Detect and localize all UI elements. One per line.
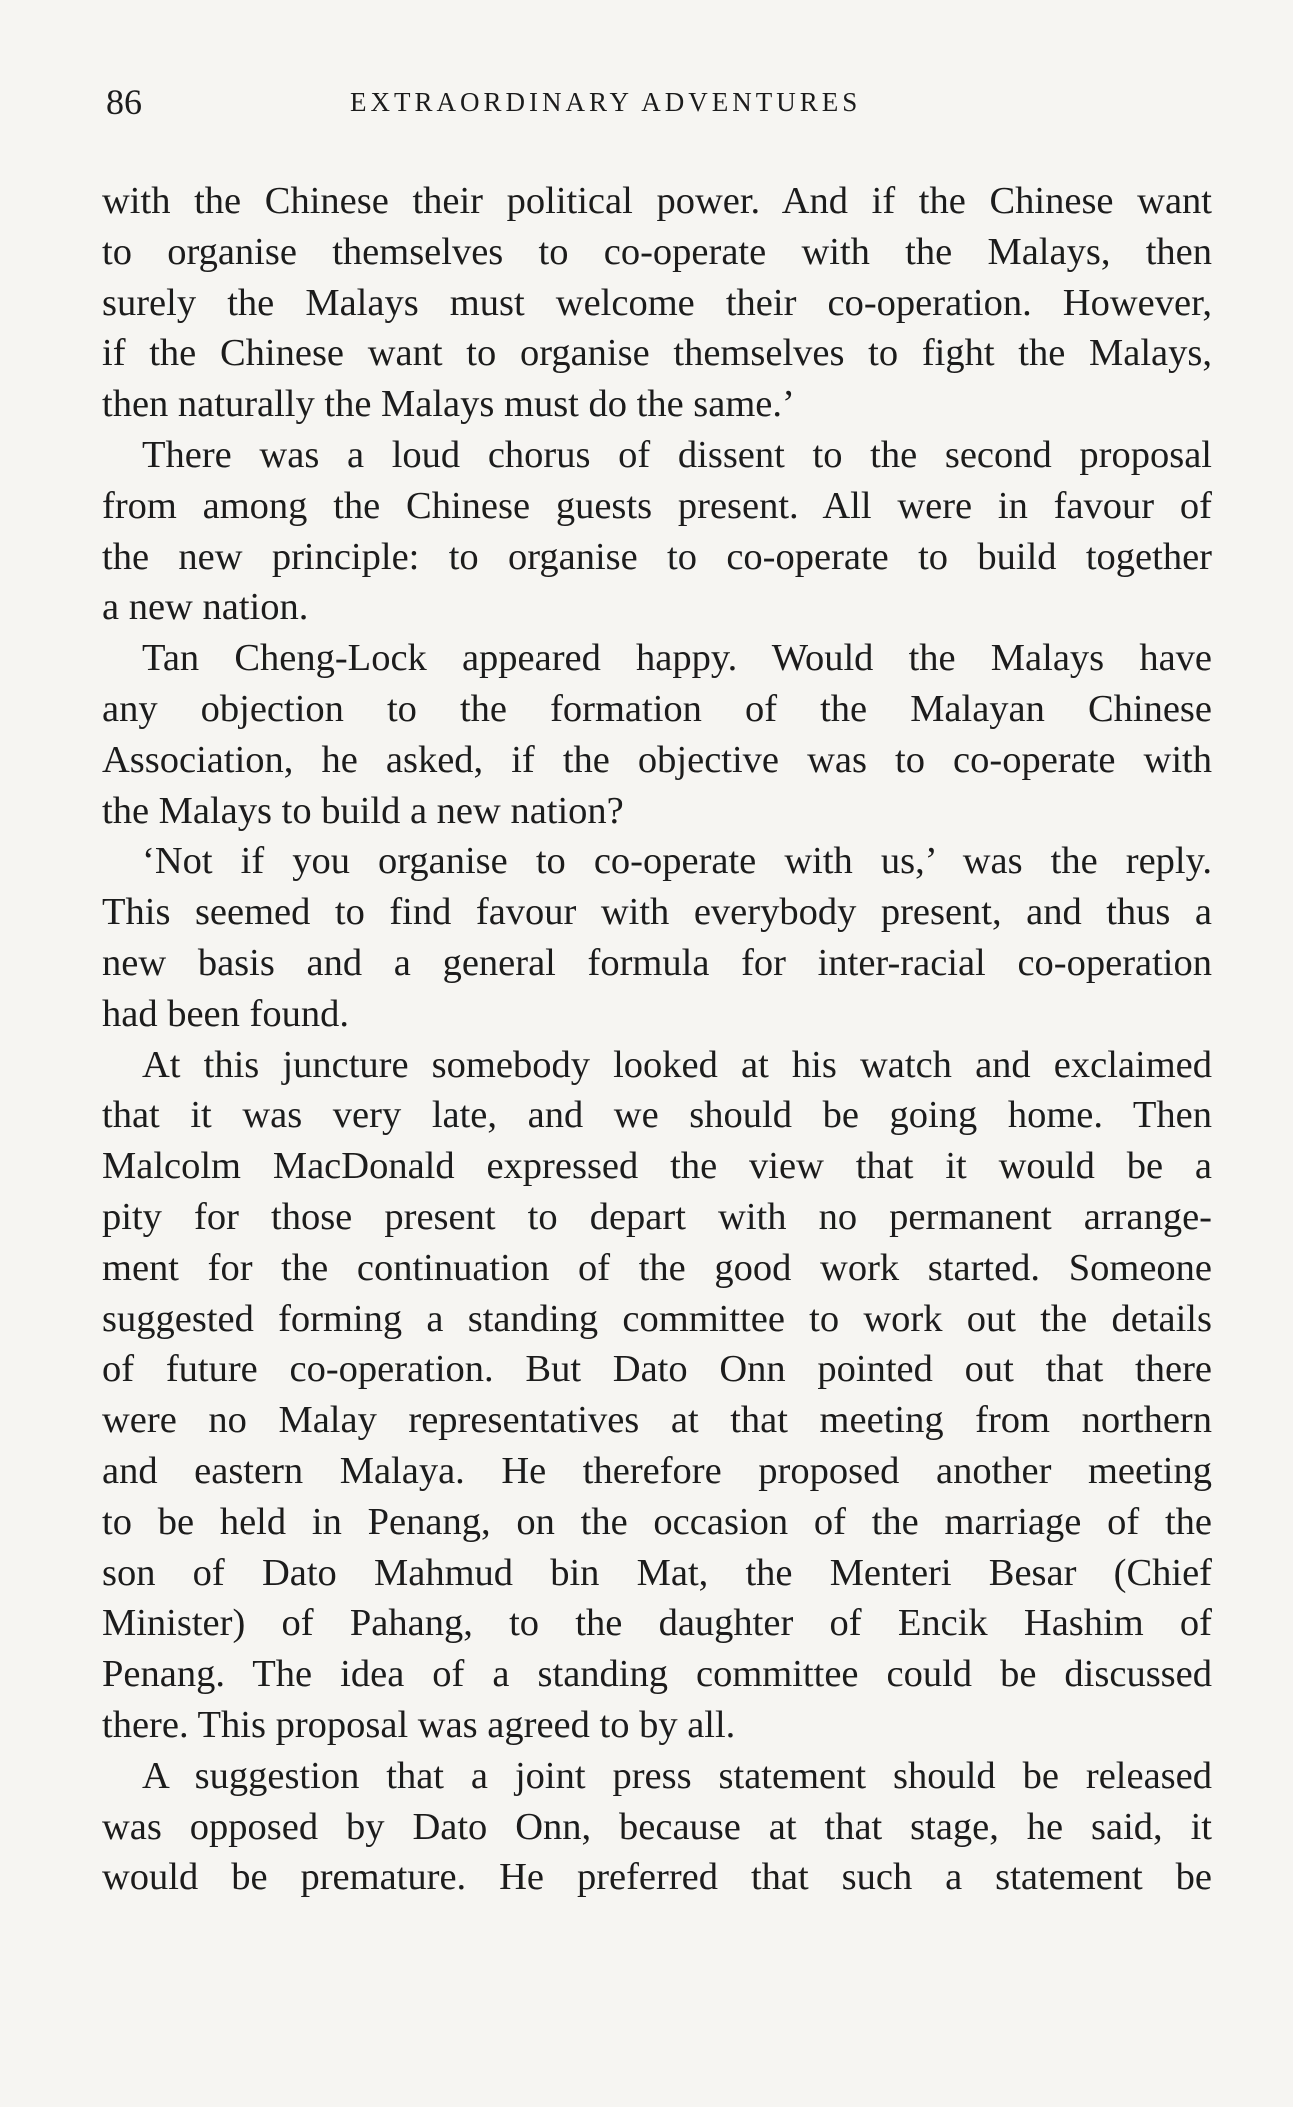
text-line: Malcolm MacDonald expressed the view that it would be a: [102, 1145, 1212, 1188]
text-line: had been found.: [102, 992, 349, 1035]
text-line: At this juncture somebody looked at his watch and exclaimed: [142, 1043, 1212, 1086]
text-line: new basis and a general formula for inter-racial co-operation: [102, 941, 1212, 984]
page-header: [106, 74, 1211, 130]
text-line: that it was very late, and we should be going home. Then: [102, 1094, 1212, 1137]
text-line: ment for the continuation of the good work started. Someone: [102, 1246, 1212, 1289]
text-line: ‘Not if you organise to co-operate with us,’ was the reply.: [142, 840, 1212, 883]
text-line: the Malays to build a new nation?: [102, 789, 624, 832]
running-title: EXTRAORDINARY ADVENTURES: [350, 87, 862, 117]
text-line: to organise themselves to co-operate with the Malays, then: [102, 230, 1212, 273]
paragraph: [102, 633, 1212, 836]
text-line: of future co-operation. But Dato Onn pointed out that there: [102, 1348, 1212, 1391]
text-line: pity for those present to depart with no permanent arrange-: [102, 1195, 1212, 1238]
text-line: with the Chinese their political power. And if the Chinese want: [102, 180, 1212, 222]
text-line: suggested forming a standing committee to work out the details: [102, 1297, 1212, 1340]
page-number: 86: [106, 82, 142, 122]
text-line: a new nation.: [102, 586, 309, 629]
text-line: if the Chinese want to organise themselves to fight the Malays,: [102, 332, 1212, 375]
paragraph: [102, 836, 1212, 1039]
text-line: son of Dato Mahmud bin Mat, the Menteri Besar (Chief: [102, 1551, 1212, 1594]
text-line: was opposed by Dato Onn, because at that stage, he said, it: [102, 1805, 1212, 1848]
paragraph: [102, 1751, 1212, 1903]
text-line: the new principle: to organise to co-operate to build together: [102, 535, 1212, 578]
paragraph: [102, 1040, 1212, 1751]
text-line: Penang. The idea of a standing committee could be discussed: [102, 1653, 1212, 1696]
text-line: would be premature. He preferred that such a statement be: [102, 1856, 1212, 1899]
text-line: surely the Malays must welcome their co-operation. However,: [102, 281, 1212, 324]
body-text: [102, 176, 1212, 1903]
text-line: This seemed to find favour with everybody present, and thus a: [102, 891, 1212, 934]
text-line: Tan Cheng-Lock appeared happy. Would the Malays have: [142, 637, 1212, 680]
text-line: to be held in Penang, on the occasion of the marriage of the: [102, 1500, 1212, 1543]
text-line: then naturally the Malays must do the same.’: [102, 383, 795, 426]
text-line: from among the Chinese guests present. All were in favour of: [102, 484, 1212, 527]
text-line: There was a loud chorus of dissent to the second proposal: [142, 433, 1212, 476]
text-line: Association, he asked, if the objective was to co-operate with: [102, 738, 1212, 781]
paragraph: [102, 176, 1212, 430]
text-line: Minister) of Pahang, to the daughter of Encik Hashim of: [102, 1602, 1212, 1645]
text-line: A suggestion that a joint press statement should be released: [142, 1754, 1212, 1797]
paragraph: [102, 430, 1212, 633]
text-line: were no Malay representatives at that meeting from northern: [102, 1399, 1212, 1442]
text-line: there. This proposal was agreed to by all.: [102, 1703, 736, 1746]
text-line: and eastern Malaya. He therefore proposed another meeting: [102, 1449, 1212, 1492]
text-line: any objection to the formation of the Malayan Chinese: [102, 687, 1212, 730]
